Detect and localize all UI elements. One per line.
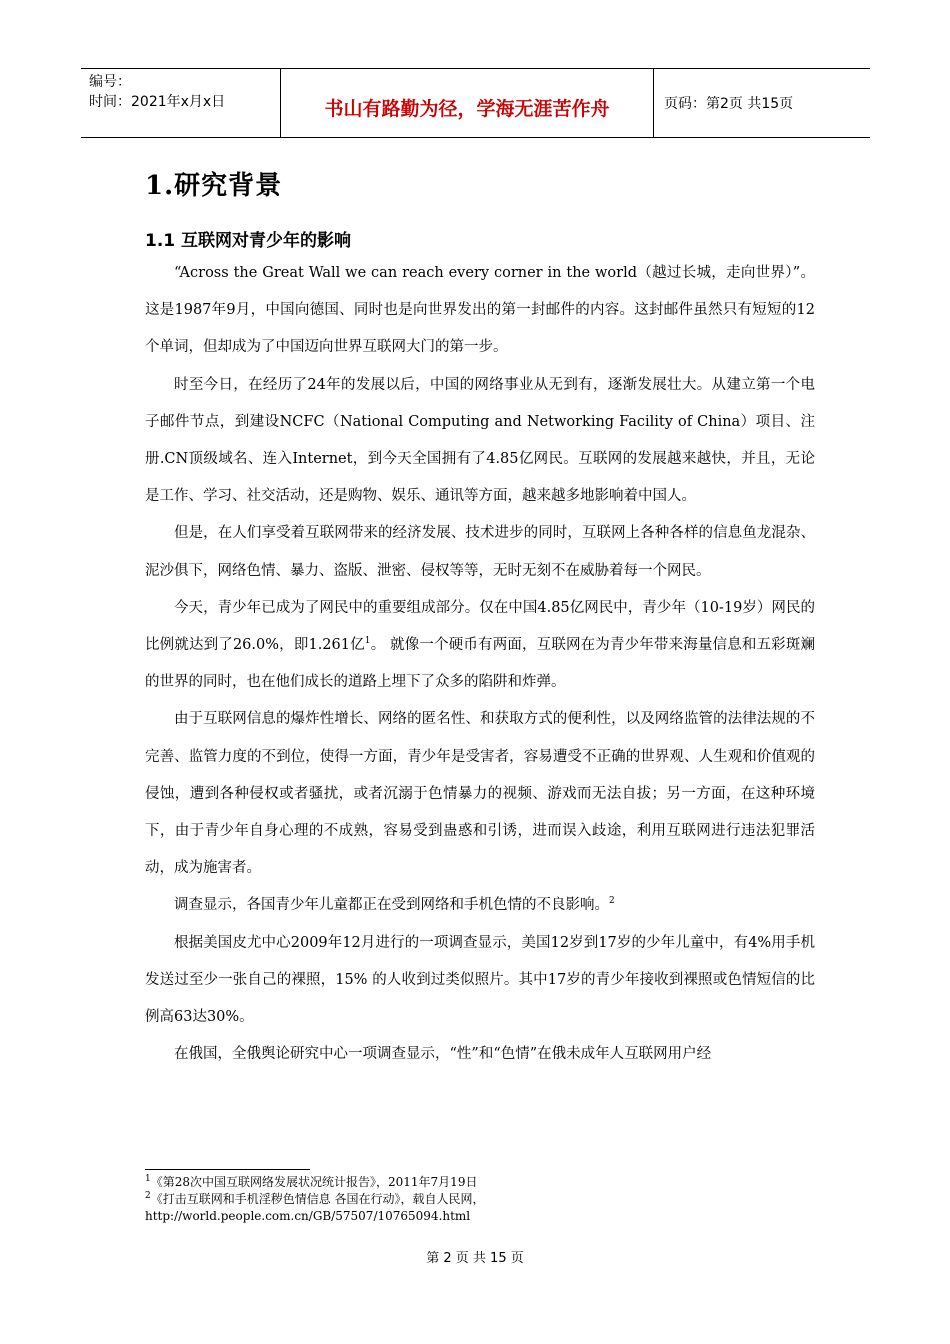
header-page-info: 页码：第2页 共15页 — [664, 96, 794, 112]
footnote-2-number: 2 — [145, 1191, 151, 1201]
footnote-1-number: 1 — [145, 1174, 151, 1184]
body-text — [145, 255, 815, 1073]
footnotes — [145, 1174, 845, 1225]
section-heading: 1.研究背景 — [145, 171, 283, 201]
paragraph-6 — [145, 887, 815, 924]
paragraph-5: 由于互联网信息的爆炸性增长、网络的匿名性、和获取方式的便利性，以及网络监管的法律法规的不完善、监管力度的不到位，使得一方面，青少年是受害者，容易遭受不正确的世界观、人生观和价值观的侵蚀，遭到各种侵权或者骚扰，或者沉溺于色情暴力的视频、游戏而无法自拔；另一方面，在这种环境下，由于青少年自身心理的不成熟，容易受到蛊惑和引诱，进而误入歧途，利用互联网进行违法犯罪活动，成为施害者。 — [145, 711, 815, 877]
header-table — [81, 68, 870, 138]
footnote-divider — [145, 1169, 310, 1170]
number-label: 编号： — [89, 74, 131, 90]
footnote-1 — [145, 1174, 845, 1191]
paragraph-7: 根据美国皮尤中心2009年12月进行的一项调查显示，美国12岁到17岁的少年儿童中，有4%用手机发送过至少一张自己的裸照，15% 的人收到过类似照片。其中17岁的青少年接收到裸照或色情短信的比例高63达30%。 — [145, 934, 815, 1026]
footnote-2-text: 《打击互联网和手机淫秽色情信息 各国在行动》，载自人民网， — [150, 1192, 485, 1206]
date-label: 时间：2021年x月x日 — [89, 94, 226, 110]
paragraph-4 — [145, 590, 815, 702]
paragraph-1: “Across the Great Wall we can reach every corner in the world（越过长城，走向世界）”。这是1987年9月，中国向德国、同时也是向世界发出的第一封邮件的内容。这封邮件虽然只有短短的12个单词，但却成为了中国迈向世界互联网大门的第一步。 — [145, 265, 815, 356]
paragraph-6-text: 调查显示，各国青少年儿童都正在受到网络和手机色情的不良影响。 — [174, 897, 609, 914]
subsection-heading: 1.1 互联网对青少年的影响 — [145, 231, 352, 251]
header-left-cell — [81, 69, 281, 137]
footnote-2 — [145, 1191, 845, 1208]
paragraph-4-text: 今天，青少年已成为了网民中的重要组成部分。仅在中国4.85亿网民中，青少年（10-19岁）网民的比例就达到了26.0%，即1.261亿 — [145, 599, 815, 654]
footnote-ref-1: 1 — [364, 636, 371, 647]
footnote-ref-2: 2 — [609, 896, 615, 907]
paragraph-4-tail: 。 就像一个硬币有两面，互联网在为青少年带来海量信息和五彩斑斓的世界的同时，也在他们成长的道路上埋下了众多的陷阱和炸弹。 — [145, 637, 815, 691]
paragraph-8: 在俄国，全俄舆论研究中心一项调查显示，“性”和“色情”在俄未成年人互联网用户经 — [174, 1046, 712, 1063]
footnote-2-url: http://world.people.com.cn/GB/57507/10765094.html — [145, 1209, 471, 1223]
paragraph-3: 但是，在人们享受着互联网带来的经济发展、技术进步的同时，互联网上各种各样的信息鱼龙混杂、泥沙俱下，网络色情、暴力、盗版、泄密、侵权等等，无时无刻不在威胁着每一个网民。 — [145, 525, 815, 579]
page-footer: 第 2 页 共 15 页 — [426, 1251, 524, 1266]
footnote-1-text: 《第28次中国互联网络发展状况统计报告》，2011年7月19日 — [150, 1175, 478, 1189]
header-motto: 书山有路勤为径，学海无涯苦作舟 — [281, 69, 654, 137]
paragraph-2: 时至今日，在经历了24年的发展以后，中国的网络事业从无到有，逐渐发展壮大。从建立第一个电子邮件节点，到建设NCFC（National Computing and Networking Facility of China）项目、注册.CN顶级域名、连入Internet，到今天全国拥有了4.85亿网民。互联网的发展越来越快，并且，无论是工作、学习、社交活动，还是购物、娱乐、通讯等方面，越来越多地影响着中国人。 — [145, 376, 815, 505]
